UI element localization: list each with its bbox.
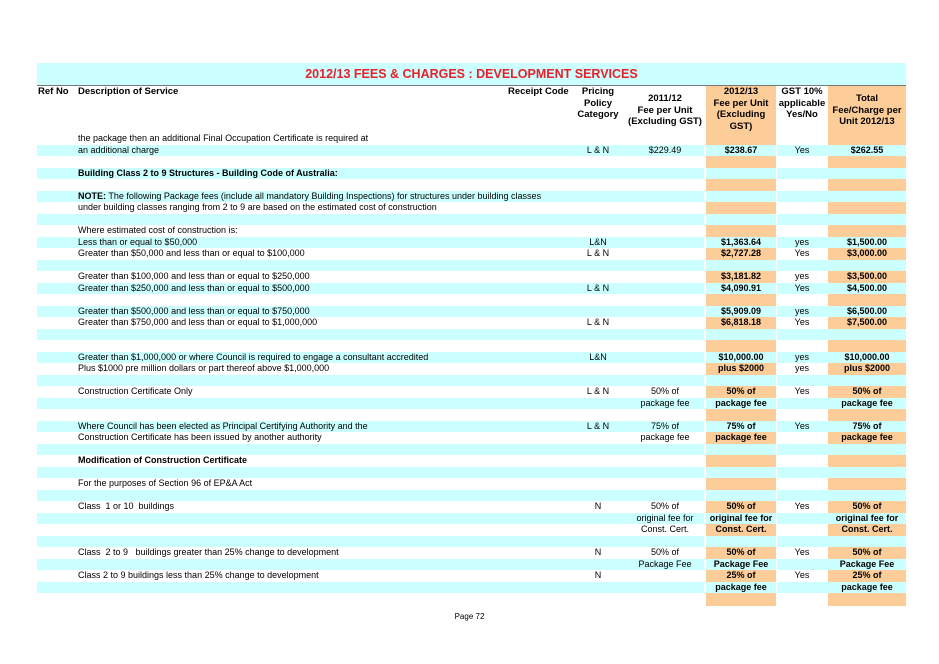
- description-cell: Greater than $100,000 and less than or equal to $250,000: [78, 271, 310, 281]
- description-cell: Building Class 2 to 9 Structures - Building Code of Australia:: [78, 167, 338, 178]
- fee-2012-13-cell: $238.67: [724, 144, 758, 155]
- description-cell: Where estimated cost of construction is:: [78, 225, 238, 235]
- description-cell: Greater than $750,000 and less than or equal to $1,000,000: [78, 317, 318, 327]
- description-cell: Modification of Construction Certificate: [78, 455, 248, 465]
- fee-2011-12-cell: Const. Cert.: [640, 524, 689, 534]
- page-number: Page 72: [454, 612, 485, 621]
- pricing-category-cell: L&N: [589, 236, 607, 247]
- fee-2012-13-cell: $5,909.09: [720, 305, 762, 316]
- description-cell: For the purposes of Section 96 of EP&A Act: [78, 478, 253, 488]
- gst-cell: Yes: [794, 570, 810, 580]
- description-cell: Plus $1000 pre million dollars or part thereof above $1,000,000: [78, 363, 330, 373]
- note-prefix: NOTE:: [78, 190, 106, 201]
- pricing-category-cell: L & N: [586, 420, 610, 431]
- pricing-category-cell: L&N: [589, 351, 607, 362]
- gst-cell: yes: [794, 305, 809, 316]
- total-fee-cell: Package Fee: [839, 558, 895, 569]
- fee-2011-12-cell: 50% of: [650, 547, 680, 557]
- total-fee-cell: $3,500.00: [846, 271, 888, 281]
- pricing-category-cell: L & N: [586, 282, 610, 293]
- total-fee-cell: 25% of: [852, 570, 882, 580]
- pricing-category-cell: L & N: [586, 386, 610, 396]
- gst-cell: Yes: [794, 282, 810, 293]
- description-cell: Class 1 or 10 buildings: [78, 501, 175, 511]
- fee-2012-13-cell: plus $2000: [717, 363, 765, 373]
- fee-2011-12-cell: 50% of: [650, 501, 680, 511]
- gst-cell: yes: [794, 236, 809, 247]
- fee-2012-13-cell: package fee: [715, 432, 767, 442]
- fee-2012-13-cell: Package Fee: [713, 558, 769, 569]
- fee-2012-13-cell: 50% of: [726, 547, 756, 557]
- total-fee-cell: Const. Cert.: [841, 524, 893, 534]
- gst-cell: yes: [794, 351, 809, 362]
- row-band: [37, 214, 906, 226]
- fee-2012-13-cell: $1,363.64: [720, 236, 762, 247]
- header-receipt-code: Receipt Code: [508, 86, 569, 97]
- row-band: [37, 444, 906, 456]
- fee-2012-13-cell: $3,181.82: [720, 271, 762, 281]
- gst-cell: Yes: [794, 547, 810, 557]
- fee-2011-12-cell: $229.49: [648, 144, 682, 155]
- description-cell: Greater than $50,000 and less than or equal to $100,000: [78, 248, 305, 258]
- fee-2011-12-cell: original fee for: [636, 512, 694, 523]
- total-fee-cell: $4,500.00: [846, 282, 888, 293]
- pricing-category-cell: N: [594, 501, 602, 511]
- pricing-category-cell: N: [594, 570, 602, 580]
- pricing-category-cell: L & N: [586, 144, 610, 155]
- total-fee-cell: package fee: [841, 397, 893, 408]
- gst-cell: Yes: [794, 501, 810, 511]
- description-cell: Greater than $250,000 and less than or equal to $500,000: [78, 282, 310, 293]
- fee-2012-13-cell: 25% of: [726, 570, 756, 580]
- row-band: [37, 467, 906, 479]
- total-fee-cell: plus $2000: [843, 363, 891, 373]
- pricing-category-cell: L & N: [586, 317, 610, 327]
- header-fee-2012-13: 2012/13 Fee per Unit (Excluding GST): [713, 86, 769, 132]
- fee-2012-13-cell: $10,000.00: [718, 351, 764, 362]
- total-fee-cell: 75% of: [852, 420, 882, 431]
- description-cell: Greater than $500,000 and less than or equal to $750,000: [78, 305, 310, 316]
- row-band: [37, 375, 906, 387]
- description-cell: the package then an additional Final Occupation Certificate is required at: [78, 133, 369, 143]
- total-fee-cell: package fee: [841, 581, 893, 592]
- description-cell: Where Council has been elected as Principal Certifying Authority and the: [78, 420, 368, 431]
- fee-2012-13-cell: $6,818.18: [720, 317, 762, 327]
- total-fee-cell: $3,000.00: [846, 248, 888, 258]
- total-fee-cell: package fee: [841, 432, 893, 442]
- total-fee-cell: $6,500.00: [846, 305, 888, 316]
- header-description: Description of Service: [78, 86, 179, 97]
- row-band: [37, 536, 906, 548]
- description-cell: Construction Certificate has been issued by another authority: [78, 432, 322, 442]
- description-cell: Class 2 to 9 buildings greater than 25% change to development: [78, 547, 339, 557]
- description-cell: Greater than $1,000,000 or where Council is required to engage a consultant accredited: [78, 351, 429, 362]
- total-fee-cell: 50% of: [852, 386, 882, 396]
- page-title: 2012/13 FEES & CHARGES : DEVELOPMENT SERVICES: [305, 67, 638, 81]
- fee-2012-13-cell: 50% of: [726, 386, 756, 396]
- fee-2011-12-cell: package fee: [640, 432, 690, 442]
- fee-2012-13-cell: package fee: [715, 397, 767, 408]
- total-fee-cell: 50% of: [852, 501, 882, 511]
- header-gst: GST 10% applicable Yes/No: [778, 86, 826, 120]
- total-fee-cell: original fee for: [835, 512, 899, 523]
- row-band: [37, 490, 906, 502]
- fee-2012-13-cell: Const. Cert.: [715, 524, 767, 534]
- header-pricing-category: Pricing Policy Category: [577, 86, 619, 120]
- pricing-category-cell: L & N: [586, 248, 610, 258]
- description-cell: Construction Certificate Only: [78, 386, 193, 396]
- fee-2011-12-cell: Package Fee: [638, 558, 692, 569]
- fee-2012-13-cell: original fee for: [709, 512, 773, 523]
- gst-cell: Yes: [794, 420, 810, 431]
- description-cell: an additional charge: [78, 144, 160, 155]
- fee-2011-12-cell: package fee: [640, 397, 690, 408]
- note-text: The following Package fees (include all mandatory Building Inspections) for structures under building classes: [106, 190, 542, 201]
- row-band: [37, 329, 906, 341]
- total-fee-cell: $10,000.00: [844, 351, 890, 362]
- header-fee-2011-12: 2011/12 Fee per Unit (Excluding GST): [628, 93, 702, 127]
- description-cell: Less than or equal to $50,000: [78, 236, 198, 247]
- gst-cell: yes: [794, 363, 809, 373]
- fee-2011-12-cell: 50% of: [650, 386, 680, 396]
- gst-cell: yes: [794, 271, 809, 281]
- fee-2012-13-cell: 75% of: [726, 420, 756, 431]
- fee-2012-13-cell: package fee: [715, 581, 767, 592]
- pricing-category-cell: N: [594, 547, 602, 557]
- fee-2012-13-cell: $4,090.91: [720, 282, 762, 293]
- gst-cell: Yes: [794, 317, 810, 327]
- total-fee-cell: 50% of: [852, 547, 882, 557]
- total-fee-cell: $1,500.00: [846, 236, 888, 247]
- header-ref-no: Ref No: [38, 86, 69, 97]
- description-cell: [78, 191, 541, 203]
- row-band: [37, 260, 906, 272]
- header-total: Total Fee/Charge per Unit 2012/13: [832, 93, 902, 127]
- total-fee-cell: $7,500.00: [846, 317, 888, 327]
- fee-2011-12-cell: 75% of: [650, 420, 680, 431]
- gst-cell: Yes: [794, 144, 810, 155]
- total-fee-cell: $262.55: [850, 144, 884, 155]
- fee-2012-13-cell: $2,727.28: [720, 248, 762, 258]
- gst-cell: Yes: [794, 386, 810, 396]
- fee-2012-13-cell: 50% of: [726, 501, 756, 511]
- description-cell: Class 2 to 9 buildings less than 25% change to development: [78, 570, 319, 580]
- description-cell: under building classes ranging from 2 to 9 are based on the estimated cost of construction: [78, 202, 437, 212]
- gst-cell: Yes: [794, 248, 810, 258]
